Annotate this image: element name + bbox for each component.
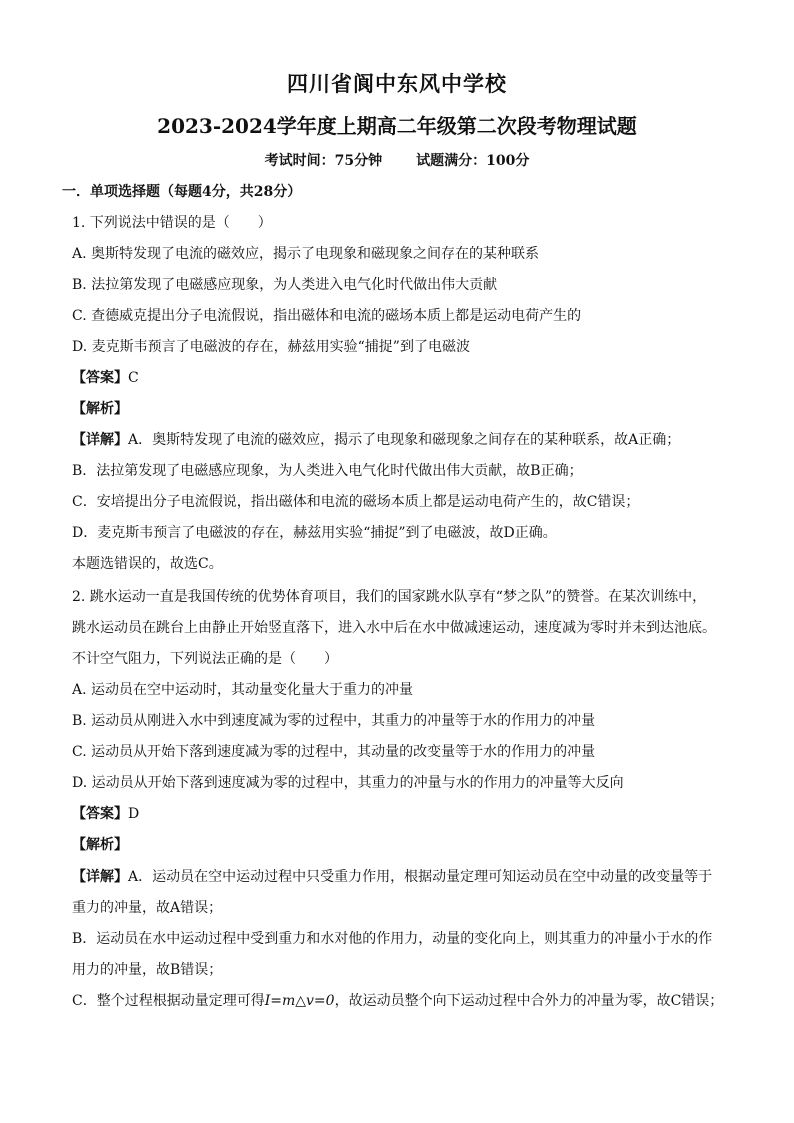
q1-stem: 1. 下列说法中错误的是（ ） [72,215,272,231]
q2-detail-a2: 重力的冲量，故A错误； [72,900,223,916]
detail-tag: 【详解】 [72,869,128,885]
q2-option-b: B. 运动员从刚进入水中到速度减为零的过程中，其重力的冲量等于水的作用力的冲量 [72,713,596,729]
q2-stem-line3: 不计空气阻力，下列说法正确的是（ ） [72,651,338,667]
section-heading: 一．单项选择题（每题4分，共28分） [62,184,302,200]
q1-option-d: D. 麦克斯韦预言了电磁波的存在，赫兹用实验“捕捉”到了电磁波 [72,339,470,355]
exam-title: 2023-2024学年度上期高二年级第二次段考物理试题 [157,114,637,138]
q2-stem-line1: 2. 跳水运动一直是我国传统的优势体育项目，我们的国家跳水队享有“梦之队”的赞誉。在某次训练中， [72,589,707,605]
exam-time: 考试时间：75分钟 [264,153,383,169]
q1-detail-a [72,430,722,450]
answer-value: D [128,806,140,822]
detail-c-prefix: C．整个过程根据动量定理可得 [72,993,265,1009]
impulse-formula: I=m△v=0 [264,993,335,1009]
q2-detail-c [72,991,722,1011]
detail-tag: 【详解】 [72,432,128,448]
answer-tag: 【答案】 [72,370,128,386]
q2-option-a: A. 运动员在空中运动时，其动量变化量大于重力的冲量 [72,682,414,698]
q2-answer [72,804,722,824]
q1-option-a: A. 奥斯特发现了电流的磁效应，揭示了电现象和磁现象之间存在的某种联系 [72,246,540,262]
exam-meta [0,150,794,170]
q2-analysis-tag: 【解析】 [72,837,128,853]
q1-answer [72,368,722,388]
q1-detail-d: D．麦克斯韦预言了电磁波的存在，赫兹用实验“捕捉”到了电磁波，故D正确。 [72,525,557,541]
q2-detail-a1 [72,867,722,887]
detail-text: A．运动员在空中运动过程中只受重力作用，根据动量定理可知运动员在空中动量的改变量等于 [128,869,713,885]
detail-text: A．奥斯特发现了电流的磁效应，揭示了电现象和磁现象之间存在的某种联系，故A正确； [128,432,681,448]
q2-option-c: C. 运动员从开始下落到速度减为零的过程中，其动量的改变量等于水的作用力的冲量 [72,744,596,760]
q1-analysis-tag: 【解析】 [72,401,128,417]
q1-detail-c: C．安培提出分子电流假说，指出磁体和电流的磁场本质上都是运动电荷产生的，故C错误； [72,494,640,510]
q1-detail-b: B．法拉第发现了电磁感应现象，为人类进入电气化时代做出伟大贡献，故B正确； [72,463,583,479]
answer-value: C [128,370,139,386]
q2-option-d: D. 运动员从开始下落到速度减为零的过程中，其重力的冲量与水的作用力的冲量等大反向 [72,775,624,791]
q2-detail-b1: B．运动员在水中运动过程中受到重力和水对他的作用力，动量的变化向上，则其重力的冲量小于水的作 [72,931,713,947]
q1-option-b: B. 法拉第发现了电磁感应现象，为人类进入电气化时代做出伟大贡献 [72,277,498,293]
q2-detail-b2: 用力的冲量，故B错误； [72,962,223,978]
q2-stem-line2: 跳水运动员在跳台上由静止开始竖直落下，进入水中后在水中做减速运动，速度减为零时并未到达池底。 [72,620,716,636]
q1-conclusion: 本题选错误的，故选C。 [72,556,223,572]
exam-score: 试题满分：100分 [416,153,530,169]
answer-tag: 【答案】 [72,806,128,822]
detail-c-suffix: ，故运动员整个向下运动过程中合外力的冲量为零，故C错误； [334,993,724,1009]
q1-option-c: C. 查德威克提出分子电流假说，指出磁体和电流的磁场本质上都是运动电荷产生的 [72,308,582,324]
school-title: 四川省阆中东风中学校 [287,71,507,96]
